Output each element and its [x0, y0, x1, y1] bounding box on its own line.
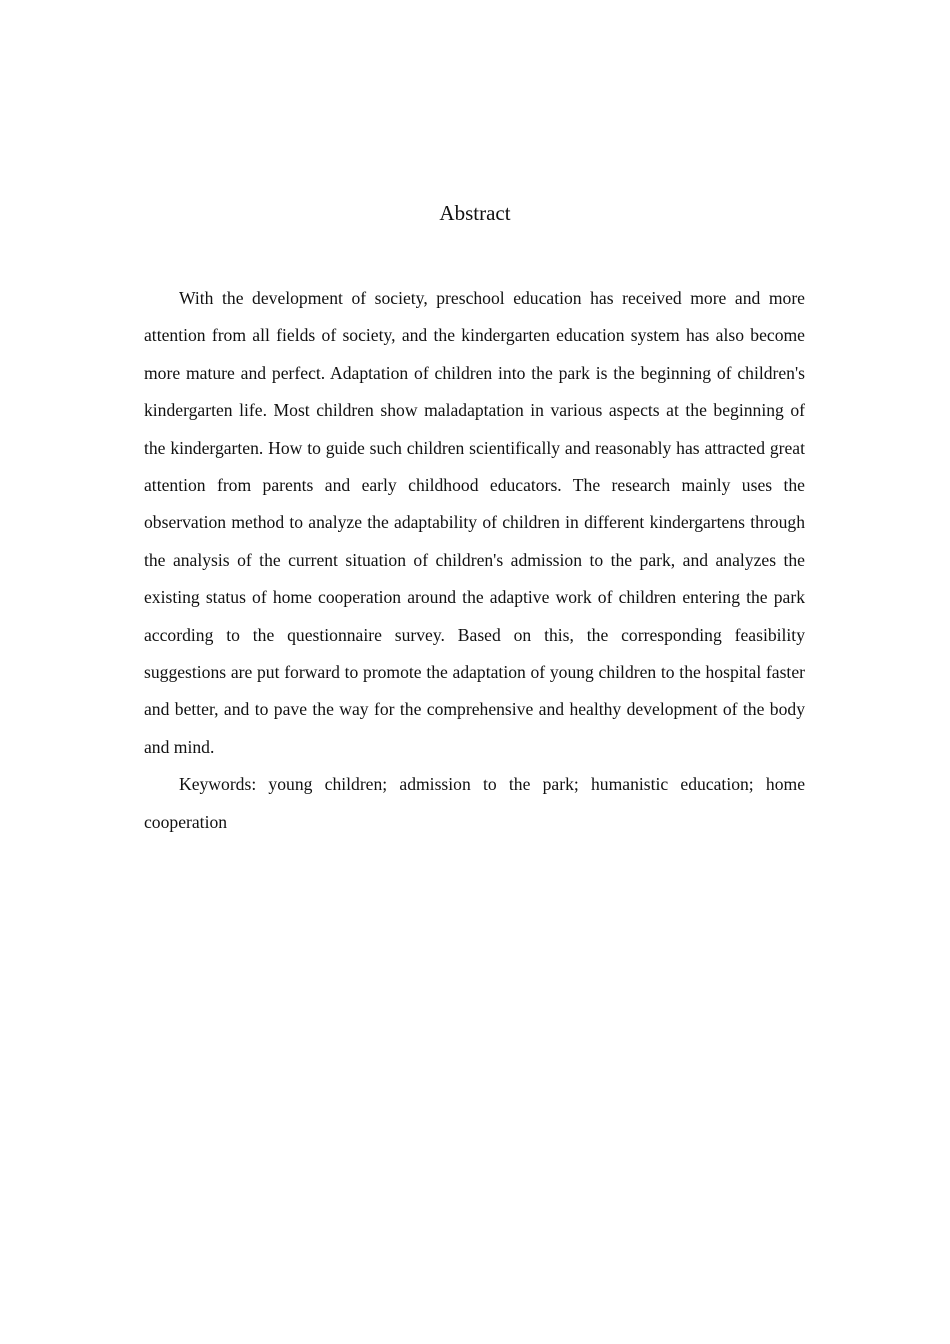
abstract-body — [144, 280, 805, 841]
abstract-paragraph: With the development of society, preschool education has received more and more attention from all fields of society, and the kindergarten education system has also become more mature and perfect. Adaptation of children into the park is the beginning of children's kindergarten life. Most children show maladaptation in various aspects at the beginning of the kindergarten. How to guide such children scientifically and reasonably has attracted great attention from parents and early childhood educators. The research mainly uses the observation method to analyze the adaptability of children in different kindergartens through the analysis of the current situation of children's admission to the park, and analyzes the existing status of home cooperation around the adaptive work of children entering the park according to the questionnaire survey. Based on this, the corresponding feasibility suggestions are put forward to promote the adaptation of young children to the hospital faster and better, and to pave the way for the comprehensive and healthy development of the body and mind. — [144, 288, 805, 757]
keywords-line: Keywords: young children; admission to the park; humanistic education; home cooperation — [144, 774, 805, 832]
abstract-title: Abstract — [439, 201, 511, 225]
